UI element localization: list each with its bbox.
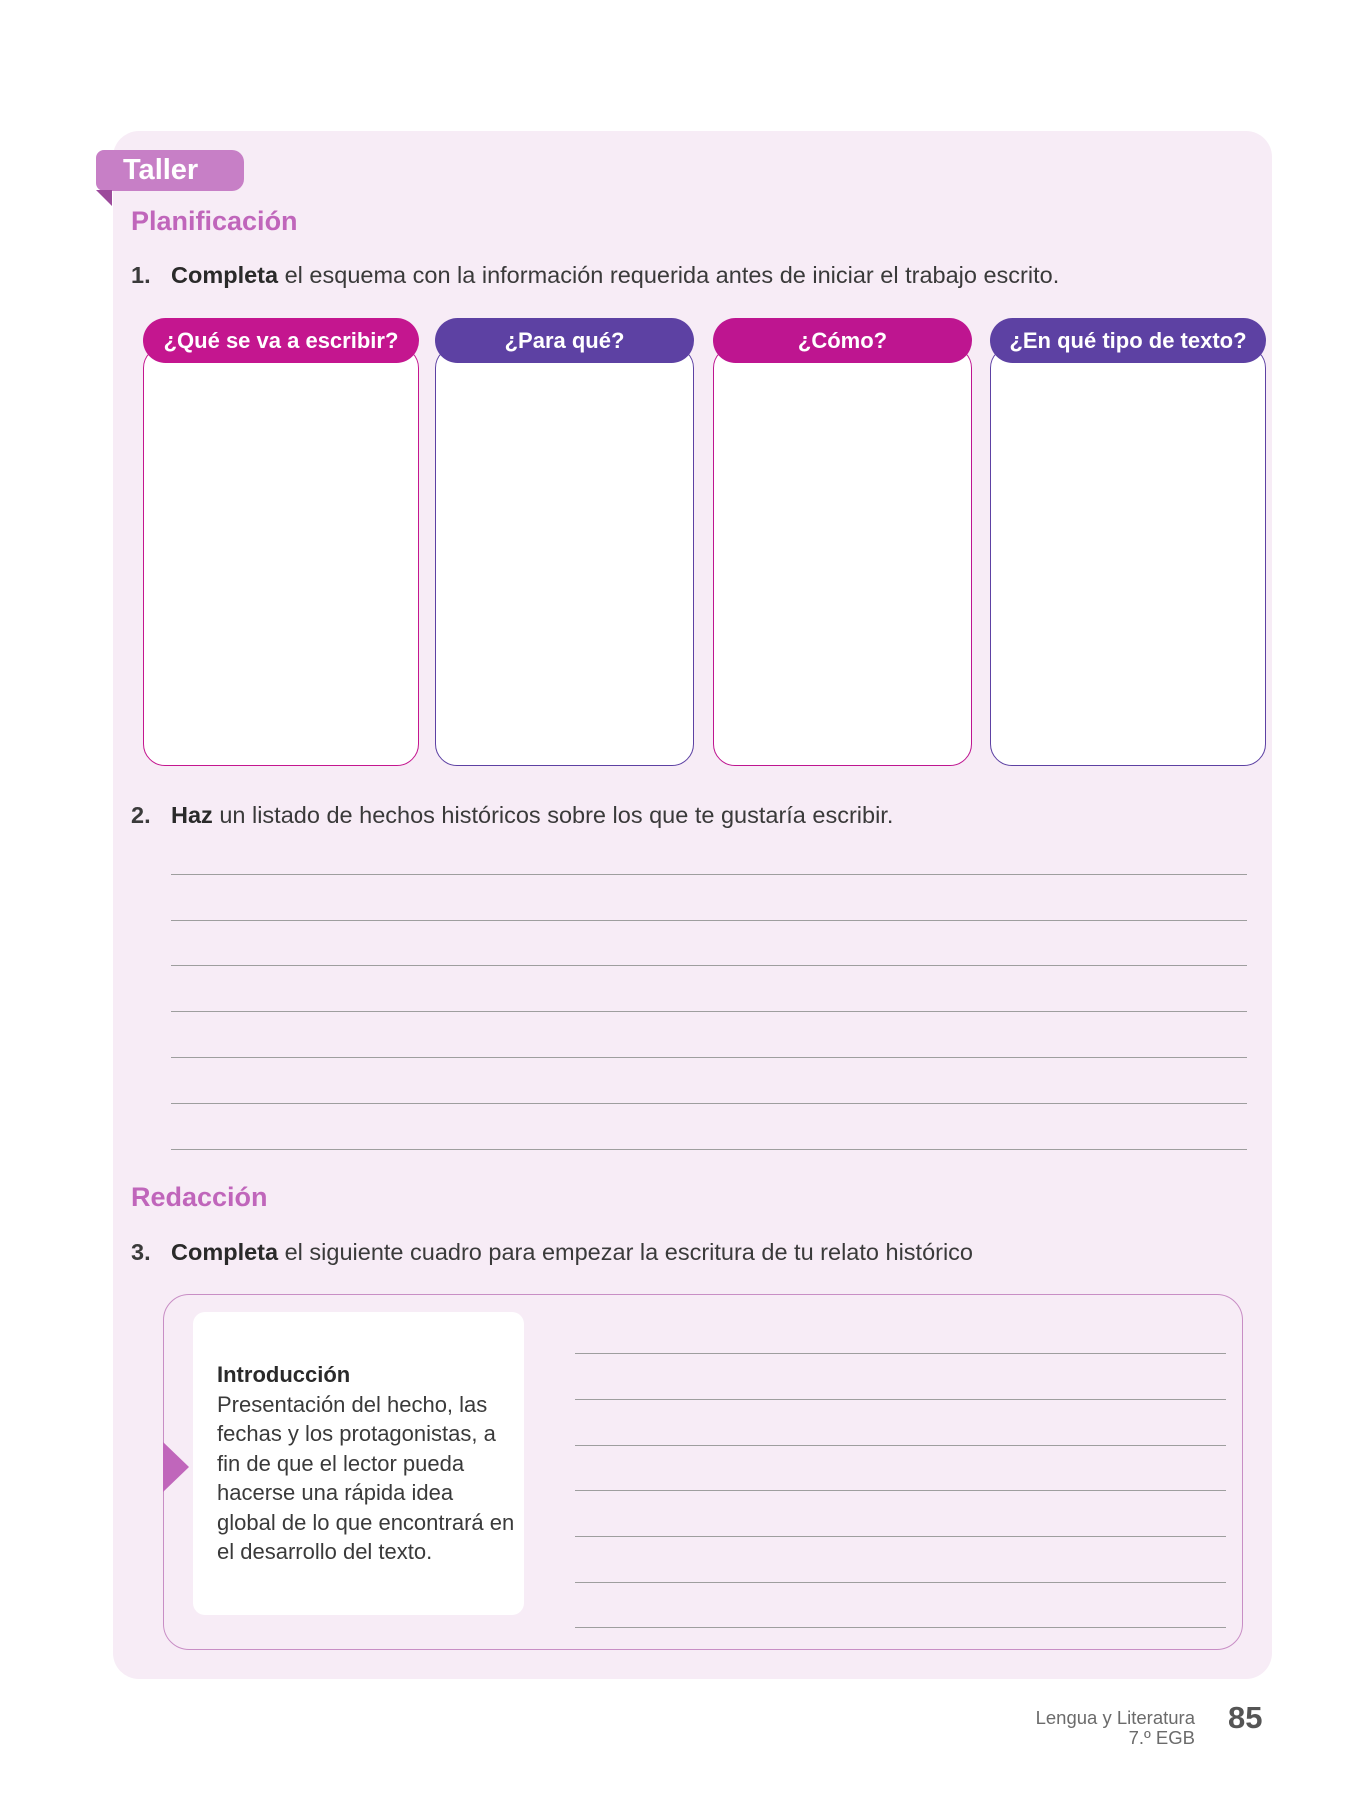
introduction-title: Introducción bbox=[217, 1362, 351, 1387]
question-2 bbox=[131, 802, 893, 829]
question-2-number: 2. bbox=[131, 802, 151, 828]
writing-line[interactable] bbox=[575, 1399, 1226, 1400]
writing-line[interactable] bbox=[171, 1149, 1247, 1150]
question-2-verb: Haz bbox=[171, 802, 213, 828]
writing-line[interactable] bbox=[171, 1011, 1247, 1012]
footer-subject-name: Lengua y Literatura bbox=[1035, 1707, 1195, 1728]
pointer-arrow-icon bbox=[163, 1442, 189, 1492]
writing-line[interactable] bbox=[575, 1627, 1226, 1628]
taller-tab: Taller bbox=[96, 150, 244, 191]
tab-fold bbox=[96, 190, 112, 206]
writing-line[interactable] bbox=[575, 1445, 1226, 1446]
writing-line[interactable] bbox=[575, 1353, 1226, 1354]
column-header-what: ¿Qué se va a escribir? bbox=[143, 318, 419, 363]
question-1-verb: Completa bbox=[171, 262, 279, 288]
column-header-how: ¿Cómo? bbox=[713, 318, 972, 363]
question-3-text: el siguiente cuadro para empezar la escritura de tu relato histórico bbox=[278, 1239, 974, 1265]
writing-line[interactable] bbox=[171, 874, 1247, 875]
question-2-text: un listado de hechos históricos sobre los que te gustaría escribir. bbox=[212, 802, 894, 828]
question-3-verb: Completa bbox=[171, 1239, 279, 1265]
planning-title: Planificación bbox=[131, 206, 298, 236]
page-number: 85 bbox=[1228, 1700, 1263, 1735]
question-3 bbox=[131, 1239, 973, 1266]
question-1 bbox=[131, 262, 1059, 289]
column-header-purpose: ¿Para qué? bbox=[435, 318, 694, 363]
question-3-number: 3. bbox=[131, 1239, 151, 1265]
redaction-title: Redacción bbox=[131, 1182, 268, 1212]
answer-box-how[interactable] bbox=[713, 346, 972, 766]
introduction-description bbox=[217, 1360, 517, 1567]
writing-line[interactable] bbox=[575, 1490, 1226, 1491]
introduction-body: Presentación del hecho, las fechas y los protagonistas, a fin de que el lector pueda hacerse una rápida idea global de lo que encontrará en el desarrollo del texto. bbox=[217, 1391, 515, 1564]
question-1-number: 1. bbox=[131, 262, 151, 288]
footer-grade: 7.º EGB bbox=[1128, 1727, 1195, 1748]
answer-box-purpose[interactable] bbox=[435, 346, 694, 766]
writing-line[interactable] bbox=[171, 965, 1247, 966]
footer-subject bbox=[1036, 1708, 1195, 1748]
writing-line[interactable] bbox=[575, 1536, 1226, 1537]
column-header-text-type: ¿En qué tipo de texto? bbox=[990, 318, 1266, 363]
writing-line[interactable] bbox=[171, 1103, 1247, 1104]
question-1-text: el esquema con la información requerida antes de iniciar el trabajo escrito. bbox=[278, 262, 1060, 288]
writing-line[interactable] bbox=[171, 1057, 1247, 1058]
answer-box-text-type[interactable] bbox=[990, 346, 1266, 766]
writing-line[interactable] bbox=[575, 1582, 1226, 1583]
answer-box-what[interactable] bbox=[143, 346, 419, 766]
writing-line[interactable] bbox=[171, 920, 1247, 921]
